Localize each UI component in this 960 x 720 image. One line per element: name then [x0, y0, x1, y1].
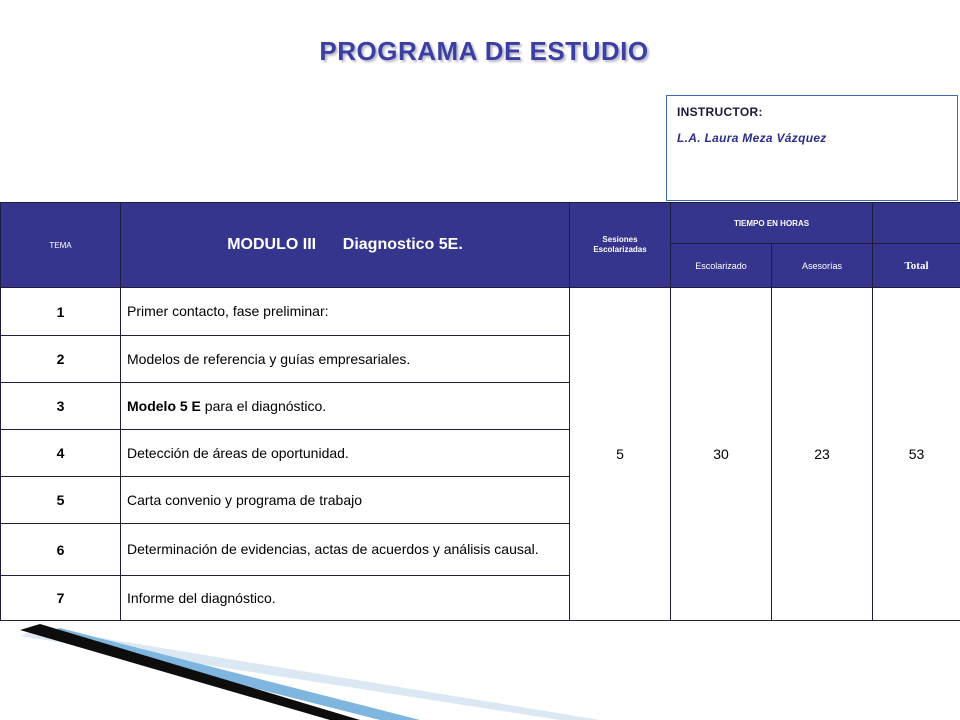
- row-topic: [121, 383, 570, 430]
- header-escolarizado: Escolarizado: [671, 244, 772, 288]
- header-sesiones-line1: Sesiones: [602, 235, 638, 244]
- row-topic: Carta convenio y programa de trabajo: [121, 477, 570, 524]
- row-topic: Detección de áreas de oportunidad.: [121, 430, 570, 477]
- row-topic-rest: para el diagnóstico.: [200, 397, 327, 414]
- instructor-name: L.A. Laura Meza Vázquez: [677, 131, 827, 145]
- header-modulo-label: MODULO III: [227, 236, 317, 253]
- row-number: 7: [1, 576, 121, 621]
- value-asesorias: 23: [772, 288, 873, 621]
- row-topic: Informe del diagnóstico.: [121, 576, 570, 621]
- program-table: [0, 202, 960, 621]
- header-asesorias: Asesorías: [772, 244, 873, 288]
- header-modulo-dot: .: [458, 236, 463, 253]
- row-number: 3: [1, 383, 121, 430]
- header-blank: [873, 203, 960, 244]
- header-tema: TEMA: [1, 203, 121, 288]
- decorative-swoosh: [0, 620, 600, 720]
- row-topic-bold: Modelo 5 E: [127, 397, 201, 414]
- header-tiempo: TIEMPO EN HORAS: [671, 203, 873, 244]
- row-number: 4: [1, 430, 121, 477]
- swoosh-band-dark: [20, 624, 360, 720]
- row-number: 2: [1, 336, 121, 383]
- header-sesiones: [570, 203, 671, 288]
- header-modulo-name: Diagnostico 5E: [342, 236, 459, 253]
- instructor-label: INSTRUCTOR:: [677, 105, 763, 119]
- row-topic: Determinación de evidencias, actas de acuerdos y análisis causal.: [121, 524, 570, 576]
- value-total: 53: [873, 288, 960, 621]
- header-modulo: [121, 203, 570, 288]
- row-number: 1: [1, 288, 121, 336]
- row-number: 6: [1, 524, 121, 576]
- instructor-box: [666, 95, 958, 201]
- header-total: Total: [873, 244, 960, 288]
- value-escolarizado: 30: [671, 288, 772, 621]
- row-number: 5: [1, 477, 121, 524]
- header-sesiones-line2: Escolarizadas: [593, 245, 647, 254]
- page-title: PROGRAMA DE ESTUDIO: [319, 36, 649, 66]
- value-sesiones: 5: [570, 288, 671, 621]
- row-topic: Modelos de referencia y guías empresariales.: [121, 336, 570, 383]
- row-topic: Primer contacto, fase preliminar:: [121, 288, 570, 336]
